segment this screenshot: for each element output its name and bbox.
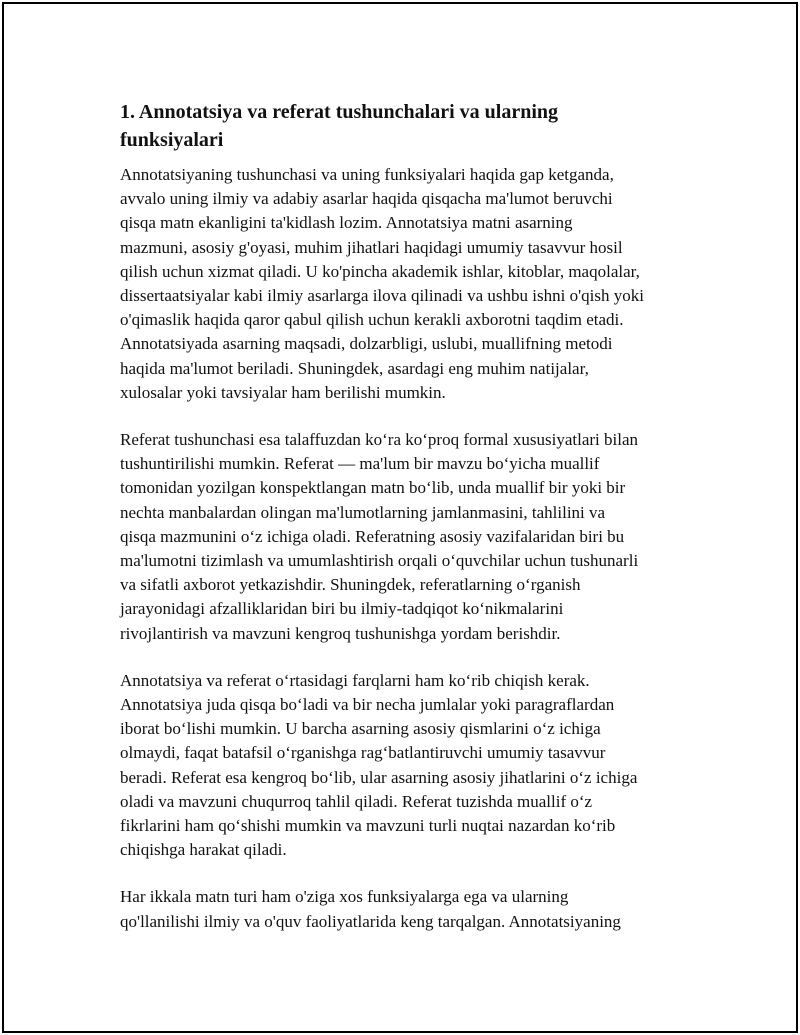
document-body xyxy=(120,98,690,957)
paragraph-differences xyxy=(120,669,690,863)
text-line: Har ikkala matn turi ham o'ziga xos funksiyalarga ega va ularning xyxy=(120,887,569,907)
text-line: qisqa mazmunini oʻz ichiga oladi. Referatning asosiy vazifalaridan biri bu xyxy=(120,526,625,546)
text-line: qo'llanilishi ilmiy va o'quv faoliyatlarida keng tarqalgan. Annotatsiyaning xyxy=(120,911,621,931)
text-line: chiqishga harakat qiladi. xyxy=(120,840,287,860)
text-line: rivojlantirish va mavzuni kengroq tushunishga yordam berishdir. xyxy=(120,623,561,643)
text-line: jarayonidagi afzalliklaridan biri bu ilmiy-tadqiqot koʻnikmalarini xyxy=(120,599,564,619)
text-line: haqida ma'lumot beriladi. Shuningdek, asardagi eng muhim natijalar, xyxy=(120,358,589,378)
text-line: avvalo uning ilmiy va adabiy asarlar haqida qisqacha ma'lumot beruvchi xyxy=(120,189,613,209)
text-line: tomonidan yozilgan konspektlangan matn boʻlib, unda muallif bir yoki bir xyxy=(120,478,626,498)
text-line: Annotatsiya va referat oʻrtasidagi farqlarni ham koʻrib chiqish kerak. xyxy=(120,670,590,690)
text-line: dissertaatsiyalar kabi ilmiy asarlarga ilova qilinadi va ushbu ishni o'qish yoki xyxy=(120,286,644,306)
text-line: va sifatli axborot yetkazishdir. Shuningdek, referatlarning oʻrganish xyxy=(120,575,581,595)
text-line: Annotatsiyada asarning maqsadi, dolzarbligi, uslubi, muallifning metodi xyxy=(120,334,613,354)
text-line: qilish uchun xizmat qiladi. U ko'pincha akademik ishlar, kitoblar, maqolalar, xyxy=(120,261,640,281)
paragraph-referat xyxy=(120,428,690,646)
page-frame xyxy=(2,2,798,1033)
section-title xyxy=(120,98,690,154)
text-line: mazmuni, asosiy g'oyasi, muhim jihatlari haqidagi umumiy tasavvur hosil xyxy=(120,237,623,257)
paragraph-annotatsiya xyxy=(120,163,690,405)
text-line: Referat tushunchasi esa talaffuzdan koʻra koʻproq formal xususiyatlari bilan xyxy=(120,430,639,450)
text-line: ma'lumotni tizimlash va umumlashtirish orqali oʻquvchilar uchun tushunarli xyxy=(120,551,639,571)
text-line: nechta manbalardan olingan ma'lumotlarning jamlanmasini, tahlilini va xyxy=(120,502,606,522)
text-line: beradi. Referat esa kengroq boʻlib, ular asarning asosiy jihatlarini oʻz ichiga xyxy=(120,767,638,787)
paragraph-functions xyxy=(120,885,690,933)
text-line: fikrlarini ham qoʻshishi mumkin va mavzuni turli nuqtai nazardan koʻrib xyxy=(120,816,616,836)
text-line: tushuntirilishi mumkin. Referat — ma'lum bir mavzu boʻyicha muallif xyxy=(120,454,600,474)
text-line: qisqa matn ekanligini ta'kidlash lozim. Annotatsiya matni asarning xyxy=(120,213,573,233)
section-title-line: funksiyalari xyxy=(120,129,224,151)
text-line: olmaydi, faqat batafsil oʻrganishga ragʻbatlantiruvchi umumiy tasavvur xyxy=(120,743,606,763)
text-line: iborat boʻlishi mumkin. U barcha asarning asosiy qismlarini oʻz ichiga xyxy=(120,719,601,739)
text-line: oladi va mavzuni chuqurroq tahlil qiladi. Referat tuzishda muallif oʻz xyxy=(120,791,593,811)
text-line: o'qimaslik haqida qaror qabul qilish uchun kerakli axborotni taqdim etadi. xyxy=(120,310,624,330)
text-line: xulosalar yoki tavsiyalar ham berilishi mumkin. xyxy=(120,382,446,402)
section-title-line: 1. Annotatsiya va referat tushunchalari va ularning xyxy=(120,101,558,123)
text-line: Annotatsiya juda qisqa boʻladi va bir necha jumlalar yoki paragraflardan xyxy=(120,695,615,715)
text-line: Annotatsiyaning tushunchasi va uning funksiyalari haqida gap ketganda, xyxy=(120,165,614,184)
